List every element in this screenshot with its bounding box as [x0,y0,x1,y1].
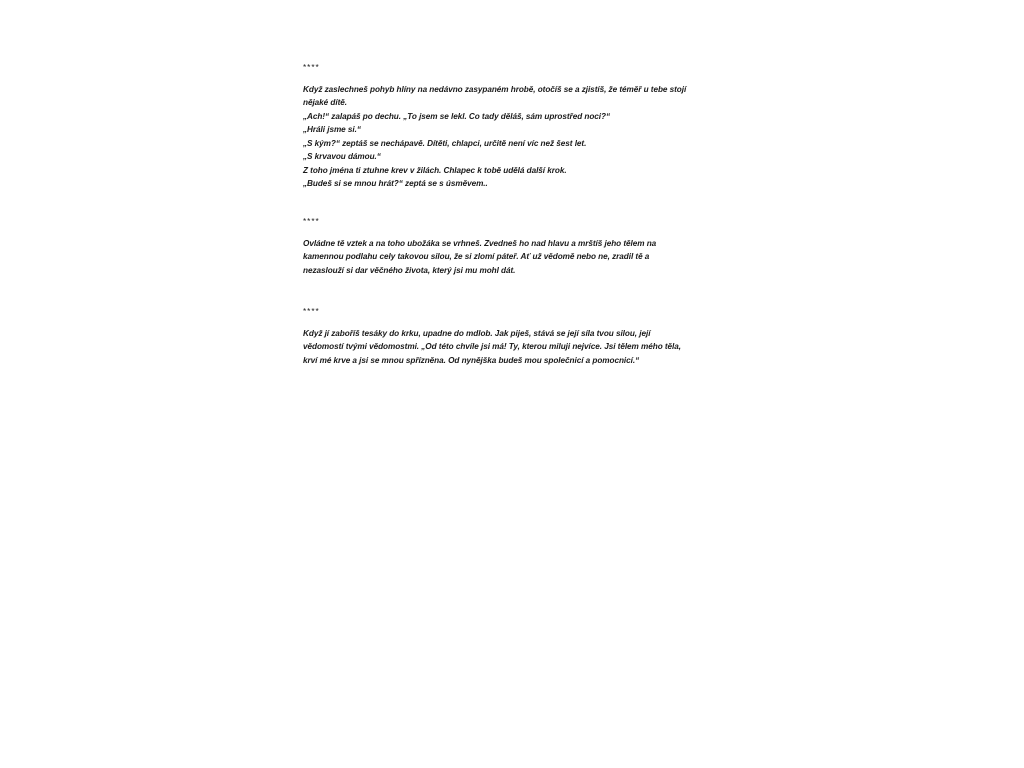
story-section-2 [303,215,733,277]
paragraph-line: Ovládne tě vztek a na toho ubožáka se vrhneš. Zvedneš ho nad hlavu a mrštíš jeho tělem na [303,238,657,248]
spacer [303,319,733,327]
paragraph-line: Když zaslechneš pohyb hlíny na nedávno zasypaném hrobě, otočíš se a zjistíš, že téměř u tebe stojí [303,84,687,94]
paragraph-line: kamennou podlahu cely takovou silou, že si zlomí páteř. Ať už vědomě nebo ne, zradil tě a [303,252,650,261]
spacer [303,229,733,237]
paragraph-line: „S kým?“ zeptáš se nechápavě. Dítěti, chlapci, určitě není víc než šest let. [303,138,587,148]
section-separator: **** [303,63,320,72]
paragraph-line: vědomostí tvými vědomostmi. „Od této chvíle jsi má! Ty, kterou miluji nejvíce. Jsi tělem mého těla, [303,342,682,351]
paragraph-line: „Hráli jsme si.“ [303,125,361,134]
story-section-1 [303,61,733,191]
paragraph-line: Z toho jména ti ztuhne krev v žilách. Chlapec k tobě udělá další krok. [303,165,567,175]
paragraph-line: nezaslouží si dar věčného života, který jsi mu mohl dát. [303,265,516,275]
section-separator: **** [303,307,320,316]
spacer [303,75,733,83]
paragraph-line: nějaké dítě. [303,98,347,107]
paragraph-line: krví mé krve a jsi se mnou spřízněna. Od nynějška budeš mou společnicí a pomocnicí.“ [303,355,640,365]
story-section-3 [303,305,733,367]
paragraph-line: „S krvavou dámou.“ [303,152,381,161]
paragraph-line: „Ach!“ zalapáš po dechu. „To jsem se lekl. Co tady děláš, sám uprostřed noci?“ [303,111,611,121]
paragraph-line: Když jí zaboříš tesáky do krku, upadne do mdlob. Jak piješ, stává se její síla tvou silou, její [303,328,651,338]
section-separator: **** [303,217,320,226]
paragraph-line: „Budeš si se mnou hrát?“ zeptá se s úsměvem.. [303,179,488,188]
